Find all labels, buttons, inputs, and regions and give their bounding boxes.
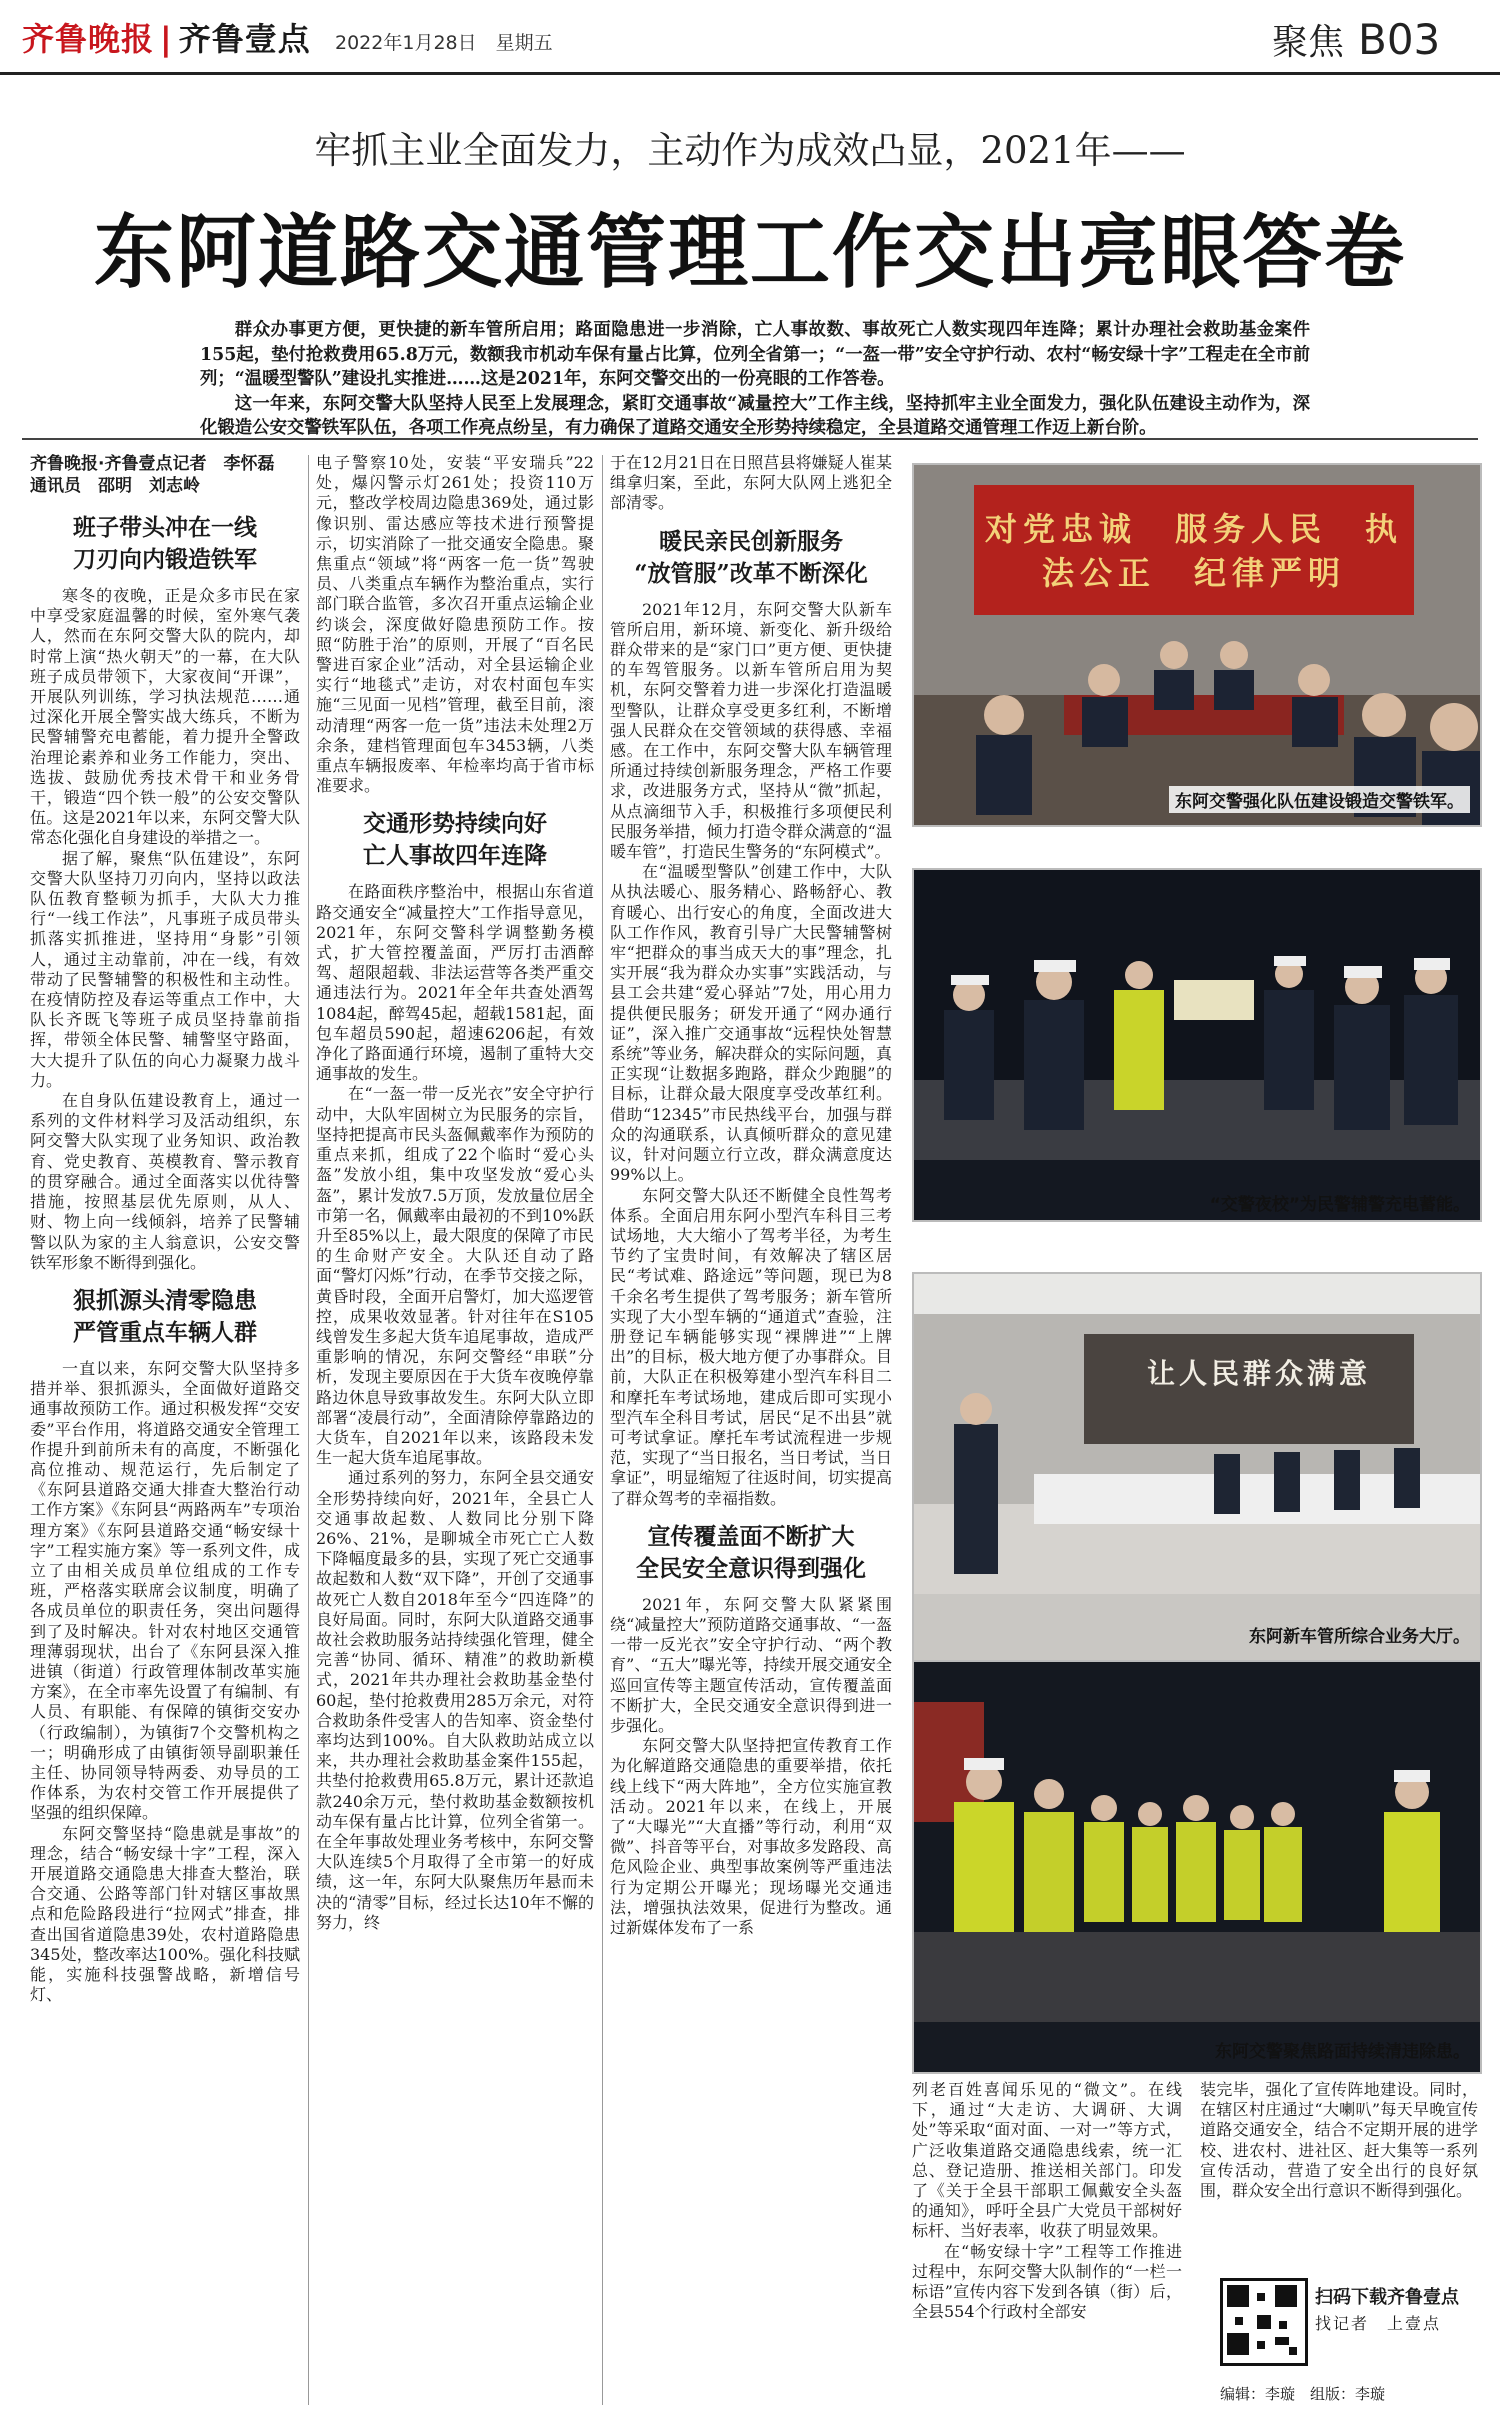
- body-paragraph: 在“温暖型警队”创建工作中，大队从执法暖心、服务精心、路畅舒心、教育暖心、出行安心的角度，全面改进大队工作作风，教育引导广大民警辅警树牢“把群众的事当成天大的事”理念，扎实开展“我为群众办实事”实践活动，与县工会共建“爱心驿站”7处，用心用力提供便民服务；研发开通了“网办通行证”，深入推广交通事故“远程快处智慧系统”等业务，解决群众的实际问题，真正实现“让数据多跑路，群众少跑腿”的目标，让群众最大限度享受改革红利。借助“12345”市民热线平台，加强与群众的沟通联系，认真倾听群众的意见建议，针对问题立行立改，群众满意度达99%以上。: [610, 862, 892, 1185]
- article-column-3: [610, 453, 892, 2408]
- body-paragraph: 东阿交警大队坚持把宣传教育工作为化解道路交通隐患的重要举措，依托线上线下“两大阵地”，全方位实施宣教活动。2021年以来，在线上，开展了“大曝光”“大直播”等行动，利用“双微”、抖音等平台，对事故多发路段、高危风险企业、典型事故案例等严重违法行为定期公开曝光；现场曝光交通违法，增强执法效果，促进行为整改。通过新媒体发布了一系: [610, 1736, 892, 1937]
- photo-caption: 东阿交警聚焦路面持续清违除患。: [1215, 2042, 1470, 2062]
- body-paragraph: 东阿交警坚持“隐患就是事故”的理念，结合“畅安绿十字”工程，深入开展道路交通隐患大排查大整治，联合交通、公路等部门针对辖区事故黑点和危险路段进行“拉网式”排查，排查出国省道隐患39处，农村道路隐患345处，整改率达100%。强化科技赋能，实施科技强警战略，新增信号灯、: [30, 1823, 300, 2005]
- photo-caption: “交警夜校”为民警辅警充电蓄能。: [1209, 1195, 1470, 1215]
- subheading-line: 严管重点车辆人群: [73, 1318, 257, 1346]
- top-rule: [0, 72, 1500, 75]
- body-paragraph: 电子警察10处，安装“平安瑞兵”22处，爆闪警示灯261处；投资110万元，整改学校周边隐患369处，通过影像识别、雷达感应等技术进行预警提示，切实消除了一批交通安全隐患。聚焦重点“领域”将“两客一危一货”驾驶员、八类重点车辆作为整治重点，实行部门联合监管，多次召开重点运输企业约谈会，深度做好隐患预防工作。按照“防胜于治”的原则，开展了“百名民警进百家企业”活动，对全县运输企业实行“地毯式”走访，对农村面包车实施“三见面一见档”管理，截至目前，滚动清理“两客一危一货”违法未处理2万余条，建档管理面包车3453辆，八类重点车辆报废率、年检率均高于省市标准要求。: [316, 453, 594, 796]
- qr-slogan: 找记者 上壹点: [1315, 2314, 1442, 2333]
- subheading: [316, 808, 594, 872]
- logo-sub: 齐鲁壹点: [178, 20, 311, 58]
- article-column-1: [30, 500, 300, 2408]
- photo-team-meeting: [912, 463, 1482, 827]
- section-marker: [1272, 14, 1440, 65]
- body-paragraph: 在路面秩序整治中，根据山东省道路交通安全“减量控大”工作指导意见，2021年，东阿交警科学调整勤务模式，扩大管控覆盖面，严厉打击酒醉驾、超限超载、非法运营等各类严重交通违法行为。2021年全年共查处酒驾1084起，醉驾45起，超载1581起，面包车超员590起，超速6206起，有效净化了路面通行环境，遏制了重特大交通事故的发生。: [316, 882, 594, 1084]
- issue-date: 2022年1月28日 星期五: [335, 32, 553, 54]
- photo-night-school: [912, 868, 1482, 1222]
- body-paragraph: 一直以来，东阿交警大队坚持多措并举、狠抓源头，全面做好道路交通事故预防工作。通过积极发挥“交安委”平台作用，将道路交通安全管理工作提升到前所未有的高度，不断强化高位推动、规范运行，先后制定了《东阿县道路交通大排查大整治行动工作方案》《东阿县“两路两车”专项治理方案》《东阿县道路交通“畅安绿十字”工程实施方案》等一系列文件，成立了由相关成员单位组成的工作专班，严格落实联席会议制度，明确了各成员单位的职责任务，突出问题得到了及时解决。针对农村地区交通管理薄弱现状，出台了《东阿县深入推进镇（街道）行政管理体制改革实施方案》，在全市率先设置了有编制、有人员、有职能、有保障的镇街交安办（行政编制），为镇街7个交警机构之一；明确形成了由镇街领导副职兼任主任、协同领导特两委、劝导员的工作体系，为农村交管工作开展提供了坚强的组织保障。: [30, 1358, 300, 1823]
- photo-patrol-illustration: [914, 1662, 1480, 2022]
- body-paragraph: 通过系列的努力，东阿全县交通安全形势持续向好，2021年，全县亡人交通事故起数、人数同比分别下降26%、21%，是聊城全市死亡亡人数下降幅度最多的县，实现了死亡交通事故起数和人数“双下降”，开创了交通事故死亡人数自2018年至今“四连降”的良好局面。同时，东阿大队道路交通事故社会救助服务站持续强化管理，健全完善“协同、循环、精准”的救助新模式，2021年共办理社会救助基金垫付60起，垫付抢救费用285万余元，对符合救助条件受害人的告知率、资金垫付率均达到100%。自大队救助站成立以来，共办理社会救助基金案件155起，共垫付抢救费用65.8万元，累计还款追款240余万元，垫付救助基金数额按机动车保有量占比计算，位列全省第一。在全年事故处理业务考核中，东阿交警大队连续5个月取得了全市第一的好成绩，这一年，东阿大队聚焦历年悬而未决的“清零”目标，经过长达10年不懈的努力，终: [316, 1468, 594, 1932]
- body-paragraph: 东阿交警大队还不断健全良性驾考体系。全面启用东阿小型汽车科目三考试场地，大大缩小了驾考半径，为考生节约了宝贵时间，有效解决了辖区居民“考试难、路途远”等问题，现已为8千余名考生提供了驾考服务；新车管所实现了大小型车辆的“通道式”查验，注册登记车辆能够实现“裸牌进”“上牌出”的目标，极大地方便了办事群众。目前，大队正在积极筹建小型汽车科目二和摩托车考试场地，建成后即可实现小型汽车全科目考试，居民“足不出县”就可考试拿证。摩托车考试流程进一步规范，实现了“当日报名，当日考试，当日拿证”，明显缩短了往返时间，切实提高了群众驾考的幸福指数。: [610, 1185, 892, 1508]
- byline: [30, 453, 300, 497]
- subheading: [30, 1285, 300, 1349]
- subheading-line: 狠抓源头清零隐患: [73, 1286, 257, 1314]
- subheading: [610, 526, 892, 590]
- lead-paragraph: 群众办事更方便，更快捷的新车管所启用；路面隐患进一步消除，亡人事故数、事故死亡人数实现四年连降；累计办理社会救助基金案件155起，垫付抢救费用65.8万元，数额我市机动车保有量占比算，位列全省第一；“一盔一带”安全守护行动、农村“畅安绿十字”工程走在全市前列；“温暖型警队”建设扎实推进……这是2021年，东阿交警交出的一份亮眼的工作答卷。: [200, 320, 1310, 389]
- body-paragraph: 在自身队伍建设教育上，通过一系列的文件材料学习及活动组织，东阿交警大队实现了业务知识、政治教育、党史教育、英模教育、警示教育的贯穿融合。通过全面落实以优待警措施，按照基层优先原则，从人、财、物上向一线倾斜，培养了民警辅警以队为家的主人翁意识，公安交警铁军形象不断得到强化。: [30, 1091, 300, 1272]
- body-paragraph: 2021年12月，东阿交警大队新车管所启用，新环境、新变化、新升级给群众带来的是“家门口”更方便、更快捷的车驾管服务。以新车管所启用为契机，东阿交警着力进一步深化打造温暖型警队，让群众享受更多红利，不断增强人民群众在交管领域的获得感、幸福感。在工作中，东阿交警大队车辆管理所通过持续创新服务理念，严格工作要求，改进服务方式，坚持从“微”抓起，从点滴细节入手，积极推行多项便民利民服务举措，倾力打造令群众满意的“温暖车管”，打造民生警务的“东阿模式”。: [610, 599, 892, 862]
- body-paragraph: 在“畅安绿十字”工程等工作推进过程中，东阿交警大队制作的“一栏一标语”宣传内容下发到各镇（街）后，全县554个行政村全部安: [912, 2241, 1182, 2322]
- column-rule: [602, 455, 603, 2405]
- lead-paragraph: 这一年来，东阿交警大队坚持人民至上发展理念，紧盯交通事故“减量控大”工作主线，坚持抓牢主业全面发力，强化队伍建设主动作为，深化锻造公安交警铁军队伍，各项工作亮点纷呈，有力确保了道路交通安全形势持续稳定，全县道路交通管理工作迈上新台阶。: [200, 393, 1310, 438]
- qr-promo: [1315, 2285, 1459, 2337]
- photo-sign-text: 让人民群众满意: [1146, 1357, 1371, 1390]
- page-number: B03: [1358, 15, 1441, 64]
- body-paragraph: 于在12月21日在日照莒县将嫌疑人崔某缉拿归案，至此，东阿大队网上逃犯全部清零。: [610, 453, 892, 513]
- subheading-line: 全民安全意识得到强化: [636, 1554, 866, 1582]
- photo-hall-illustration: [914, 1274, 1480, 1594]
- article-column-2: [316, 453, 594, 2408]
- subheading-line: 宣传覆盖面不断扩大: [647, 1522, 855, 1550]
- qr-code[interactable]: [1220, 2278, 1308, 2366]
- byline-reporter: 齐鲁晚报·齐鲁壹点记者 李怀磊: [30, 454, 275, 474]
- masthead: [0, 0, 1500, 70]
- body-paragraph: 在“一盔一带一反光衣”安全守护行动中，大队牢固树立为民服务的宗旨，坚持把提高市民头盔佩戴率作为预防的重点来抓，组成了22个临时“爱心头盔”发放小组，集中攻坚发放“爱心头盔”，累计发放7.5万顶，发放量位居全市第一名，佩戴率由最初的不到10%跃升至85%以上，最大限度的保障了市民的生命财产安全。大队还自动了路面“警灯闪烁”行动，在季节交接之际，黄昏时段，全面开启警灯，加大巡逻管控，成果收效显著。针对往年在S105线曾发生多起大货车追尾事故，造成严重影响的情况，东阿交警经“串联”分析，发现主要原因在于大货车夜晚停靠路边休息导致事故发生。东阿大队立即部署“凌晨行动”，全面清除停靠路边的大货车，自2021年以来，该路段未发生一起大货车追尾事故。: [316, 1084, 594, 1468]
- photo-road-patrol: [912, 1660, 1482, 2074]
- photo-banner-text: 对党忠诚 服务人民 执法公正 纪律严明: [984, 510, 1403, 592]
- subheading-line: 暖民亲民创新服务: [659, 527, 843, 555]
- subheading-line: 亡人事故四年连降: [363, 842, 547, 870]
- body-paragraph: 寒冬的夜晚，正是众多市民在家中享受家庭温馨的时候，室外寒气袭人，然而在东阿交警大队的院内，却时常上演“热火朝天”的一幕，在大队班子成员带领下，大家夜间“开课”，开展队列训练，学习执法规范……通过深化开展全警实战大练兵，不断为民警辅警充电蓄能，着力提升全警政治理论素养和业务工作能力，突出、选拔、鼓励优秀技术骨干和业务骨干，锻造“四个铁一般”的公安交警队伍。这是2021年以来，东阿交警大队常态化强化自身建设的举措之一。: [30, 586, 300, 848]
- photo-service-hall: [912, 1272, 1482, 1666]
- subheading-line: “放管服”改革不断深化: [634, 559, 868, 587]
- photo-night-illustration: [914, 870, 1480, 1160]
- newspaper-logo: 齐鲁晚报 | 齐鲁壹点: [22, 20, 311, 58]
- article-lead: [200, 318, 1310, 441]
- logo-main: 齐鲁晚报: [22, 20, 155, 58]
- article-headline: 东阿道路交通管理工作交出亮眼答卷: [94, 205, 1406, 299]
- byline-correspondent: 通讯员 邵明 刘志岭: [30, 476, 200, 496]
- subheading-line: 交通形势持续向好: [363, 810, 547, 838]
- article-column-4: [912, 2080, 1182, 2405]
- body-paragraph: 据了解，聚焦“队伍建设”，东阿交警大队坚持刀刃向内，坚持以政法队伍教育整顿为抓手，大队大力推行“一线工作法”，凡事班子成员带头抓落实抓推进，坚持用“身影”引领人，通过主动靠前，冲在一线，有效带动了民警辅警的积极性和主动性。在疫情防控及春运等重点工作中，大队长齐既飞等班子成员坚持靠前指挥，带领全体民警、辅警坚守路面，大大提升了队伍的向心力凝聚力战斗力。: [30, 848, 300, 1090]
- body-paragraph: 装完毕，强化了宣传阵地建设。同时，在辖区村庄通过“大喇叭”每天早晚宣传道路交通安全，结合不定期开展的进学校、进农村、进社区、赶大集等一系列宣传活动，营造了安全出行的良好氛围，群众安全出行意识不断得到强化。: [1200, 2080, 1478, 2201]
- article-kicker: 牢抓主业全面发力，主动作为成效凸显，2021年——: [314, 129, 1186, 172]
- section-divider: [22, 438, 1478, 440]
- photo-caption: 东阿交警强化队伍建设锻造交警铁军。: [1169, 786, 1470, 813]
- body-paragraph: 2021年，东阿交警大队紧紧围绕“减量控大”预防道路交通事故、“一盔一带一反光衣”安全守护行动、“两个教育”、“五大”曝光等，持续开展交通安全巡回宣传等主题宣传活动，宣传覆盖面不断扩大，全民交通安全意识得到进一步强化。: [610, 1594, 892, 1735]
- subheading: [30, 512, 300, 576]
- qr-title: 扫码下载齐鲁壹点: [1315, 2287, 1459, 2308]
- subheading: [610, 1521, 892, 1585]
- subheading-line: 刀刃向内锻造铁军: [73, 546, 257, 573]
- section-label: 聚焦: [1272, 22, 1345, 63]
- photo-caption: 东阿新车管所综合业务大厅。: [1249, 1627, 1470, 1647]
- column-rule: [308, 455, 309, 2405]
- article-column-5: [1200, 2080, 1478, 2270]
- body-paragraph: 列老百姓喜闻乐见的“微文”。在线下，通过“大走访、大调研、大调处”等采取“面对面、一对一”等方式，广泛收集道路交通隐患线索，统一汇总、登记造册、推送相关部门。印发了《关于全县干部职工佩戴安全头盔的通知》，呼吁全县广大党员干部树好标杆、当好表率，收获了明显效果。: [912, 2080, 1182, 2241]
- editor-credit: 编辑：李璇 组版：李璇: [1220, 2385, 1386, 2403]
- subheading-line: 班子带头冲在一线: [73, 514, 257, 541]
